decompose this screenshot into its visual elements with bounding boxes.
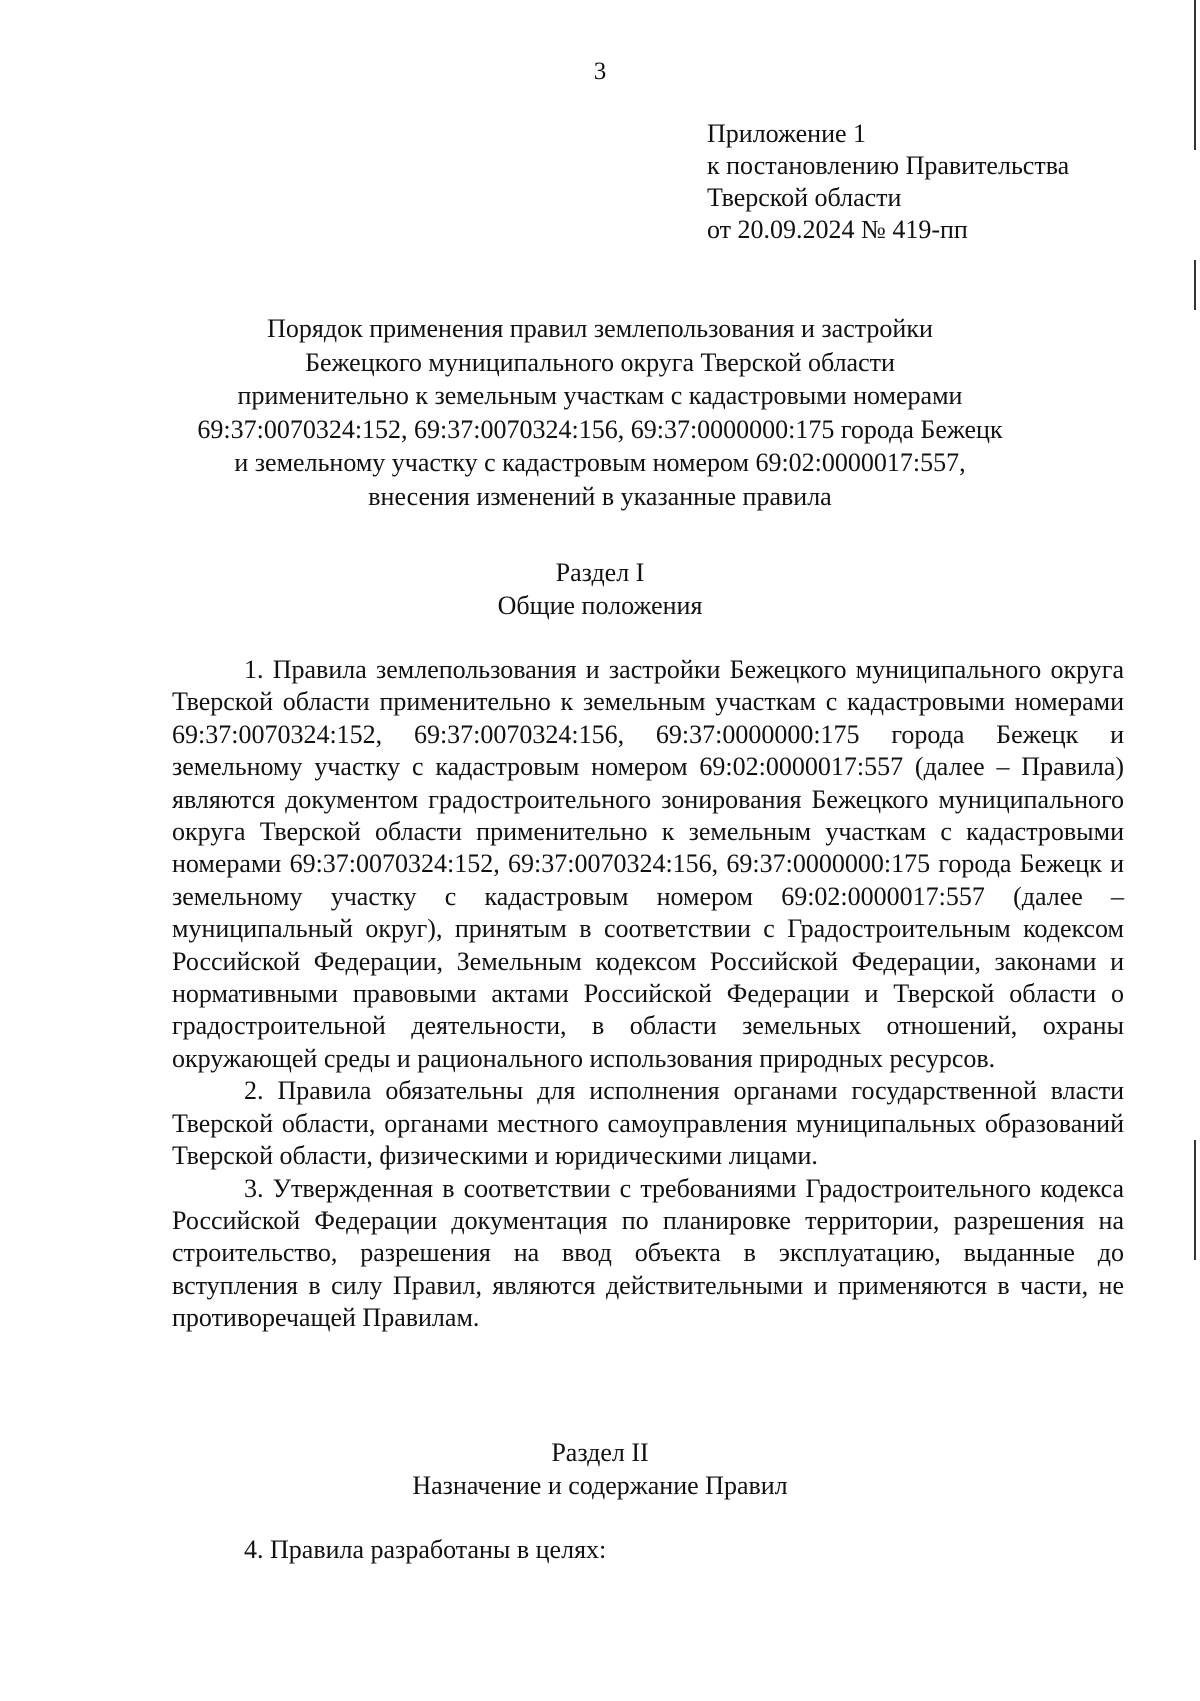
title-line: Порядок применения правил землепользования и застройки <box>267 314 933 343</box>
title-line: 69:37:0070324:152, 69:37:0070324:156, 69:37:0000000:175 города Бежецк <box>197 414 1003 444</box>
page-number: 3 <box>593 58 607 85</box>
title-line: применительно к земельным участкам с кадастровыми номерами <box>237 381 963 410</box>
appendix-line: к постановлению Правительства <box>707 151 1070 180</box>
section-name: Назначение и содержание Правил <box>412 1471 788 1500</box>
scan-edge-line <box>1194 0 1196 150</box>
scan-edge-line <box>1194 260 1196 310</box>
section-name: Общие положения <box>497 591 703 620</box>
paragraph-3: 3. Утвержденная в соответствии с требованиями Градостроительного кодекса Российской Федерации документация по планировке территории, разрешения на строительство, разрешения на ввод объекта в эксплуатацию, выданные до вступления в силу Правил, являются действительными и применяются в части, не противоречащей Правилам. <box>172 1173 1124 1333</box>
appendix-line: Тверской области <box>707 183 902 212</box>
section-2-body <box>172 1534 1124 1566</box>
section-1-body <box>172 654 1124 1335</box>
paragraph-2: 2. Правила обязательны для исполнения органами государственной власти Тверской области, органами местного самоуправления муниципальных образований Тверской области, физическими и юридическими лицами. <box>172 1076 1124 1171</box>
section-2-heading <box>0 1436 1200 1502</box>
section-label: Раздел I <box>555 558 645 587</box>
title-line: Бежецкого муниципального округа Тверской области <box>305 347 895 377</box>
appendix-line: от 20.09.2024 № 419-пп <box>707 215 968 244</box>
appendix-reference <box>707 118 1069 246</box>
title-line: внесения изменений в указанные правила <box>368 481 832 511</box>
scan-edge-line <box>1194 1140 1196 1260</box>
section-label: Раздел II <box>551 1438 649 1467</box>
title-line: и земельному участку с кадастровым номером 69:02:0000017:557, <box>234 448 966 477</box>
paragraph-4: 4. Правила разработаны в целях: <box>244 1535 607 1564</box>
document-title <box>172 312 1028 513</box>
section-1-heading <box>0 556 1200 622</box>
paragraph-1: 1. Правила землепользования и застройки Бежецкого муниципального округа Тверской области применительно к земельным участкам с кадастровыми номерами 69:37:0070324:152, 69:37:0070324:156, 69:37:0000000:175 города Бежецк и земельному участку с кадастровым номером 69:02:0000017:557 (далее – Правила) являются документом градостроительного зонирования Бежецкого муниципального округа Тверской области применительно к земельным участкам с кадастровыми номерами 69:37:0070324:152, 69:37:0070324:156, 69:37:0000000:175 города Бежецк и земельному участку с кадастровым номером 69:02:0000017:557 (далее – муниципальный округ), принятым в соответствии с Градостроительным кодексом Российской Федерации, Земельным кодексом Российской Федерации, законами и нормативными правовыми актами Российской Федерации и Тверской области о градостроительной деятельности, в области земельных отношений, охраны окружающей среды и рационального использования природных ресурсов. <box>172 655 1124 1073</box>
appendix-line: Приложение 1 <box>707 119 867 148</box>
